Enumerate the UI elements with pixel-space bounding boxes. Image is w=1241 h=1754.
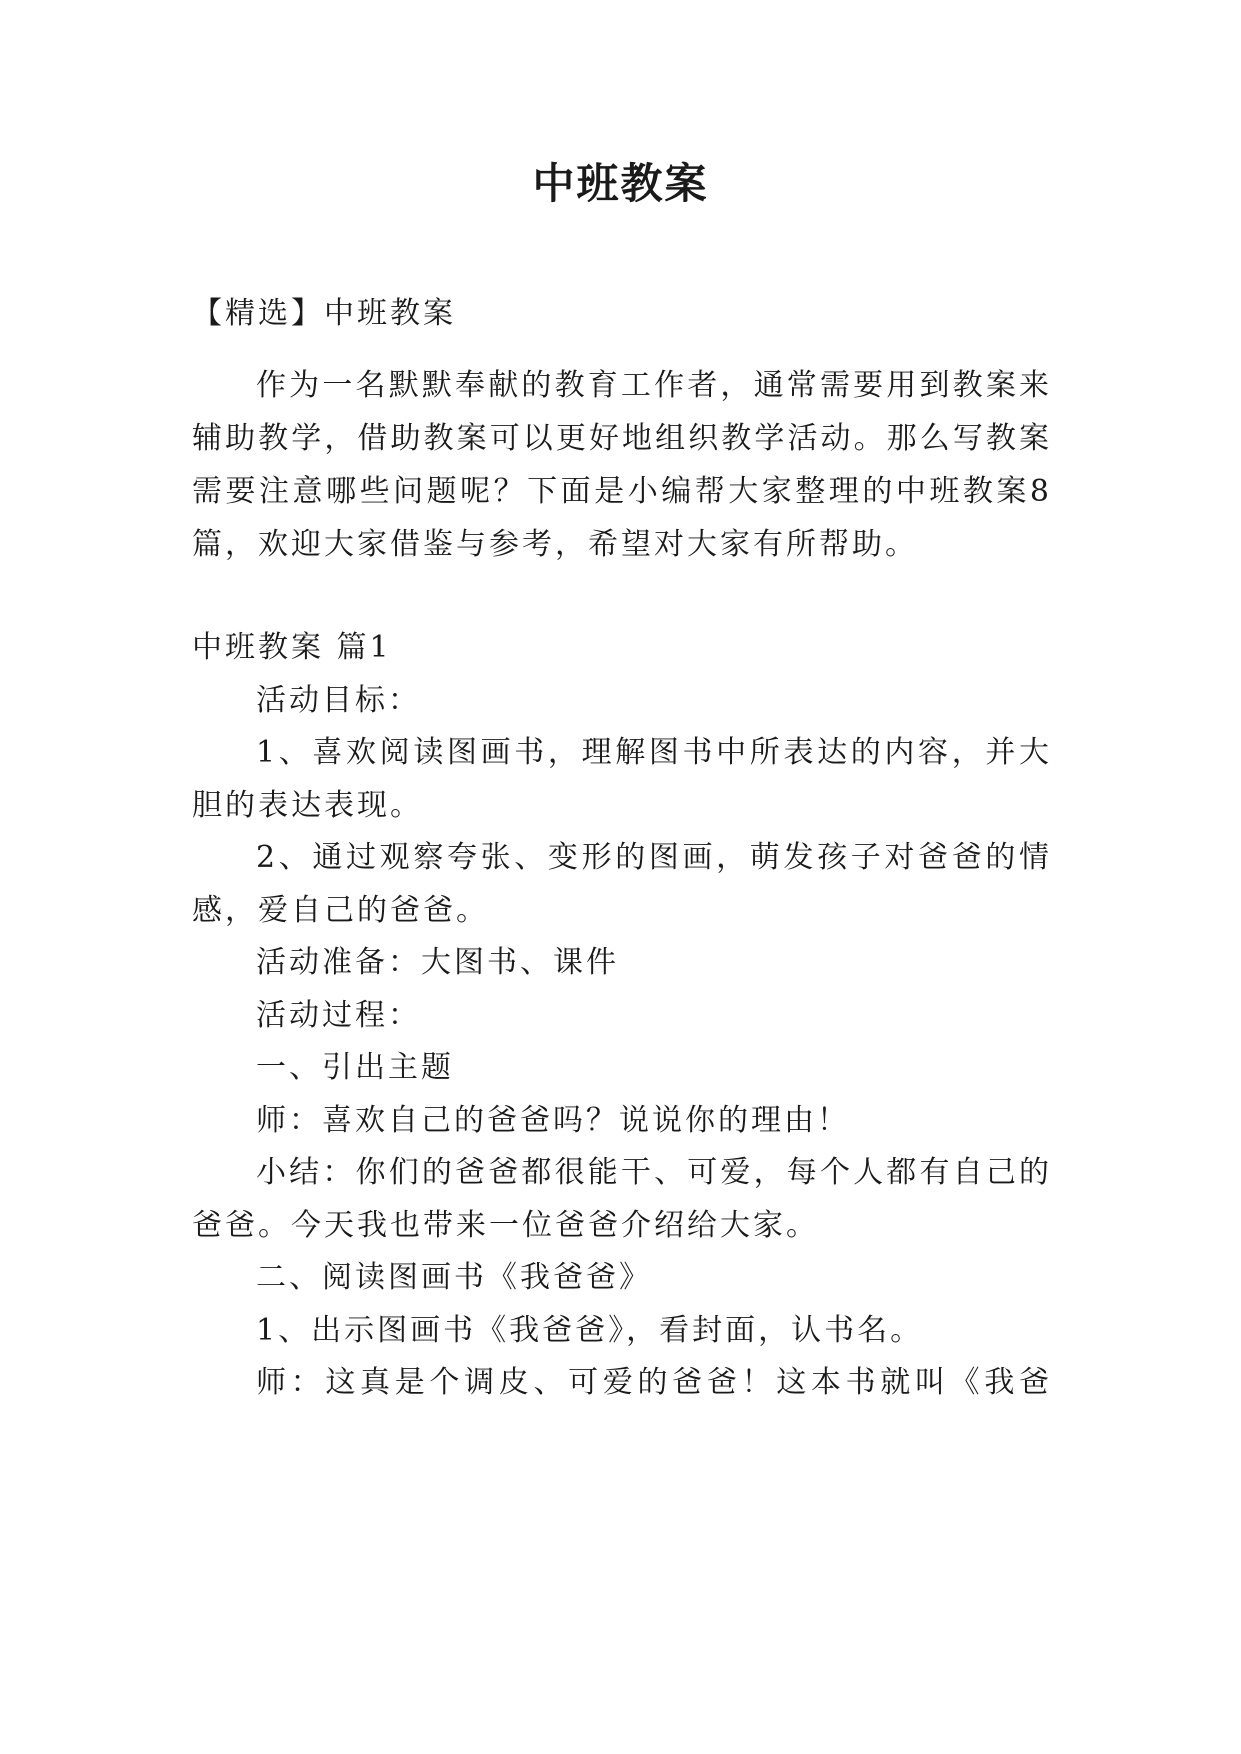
- document-title: 中班教案: [532, 159, 709, 208]
- intro-line: 篇，欢迎大家借鉴与参考，希望对大家有所帮助。: [192, 527, 918, 562]
- body-line: 活动准备：大图书、课件: [256, 945, 619, 980]
- body-line: 爸爸。今天我也带来一位爸爸介绍给大家。: [192, 1208, 819, 1243]
- body-line: 小结：你们的爸爸都很能干、可爱，每个人都有自己的: [256, 1155, 1052, 1190]
- body-line: 师：喜欢自己的爸爸吗？说说你的理由！: [256, 1103, 850, 1138]
- intro-line: 作为一名默默奉献的教育工作者，通常需要用到教案来: [256, 368, 1052, 403]
- body-line: 一、引出主题: [256, 1050, 454, 1085]
- body-line: 师：这真是个调皮、可爱的爸爸！这本书就叫《我爸: [256, 1365, 1052, 1400]
- body-line: 1、喜欢阅读图画书，理解图书中所表达的内容，并大: [256, 735, 1052, 770]
- body-line: 1、出示图画书《我爸爸》，看封面，认书名。: [256, 1313, 924, 1348]
- body-line: 活动目标：: [256, 683, 421, 718]
- body-line: 感，爱自己的爸爸。: [192, 893, 489, 928]
- body-line: 胆的表达表现。: [192, 788, 423, 823]
- intro-line: 需要注意哪些问题呢？下面是小编帮大家整理的中班教案8: [192, 474, 1052, 509]
- section-heading: 中班教案 篇1: [192, 630, 392, 665]
- body-line: 2、通过观察夸张、变形的图画，萌发孩子对爸爸的情: [256, 840, 1052, 875]
- document-subtitle: 【精选】中班教案: [192, 296, 456, 331]
- body-line: 活动过程：: [256, 998, 421, 1033]
- body-line: 二、阅读图画书《我爸爸》: [256, 1260, 652, 1295]
- intro-line: 辅助教学，借助教案可以更好地组织教学活动。那么写教案: [192, 421, 1052, 456]
